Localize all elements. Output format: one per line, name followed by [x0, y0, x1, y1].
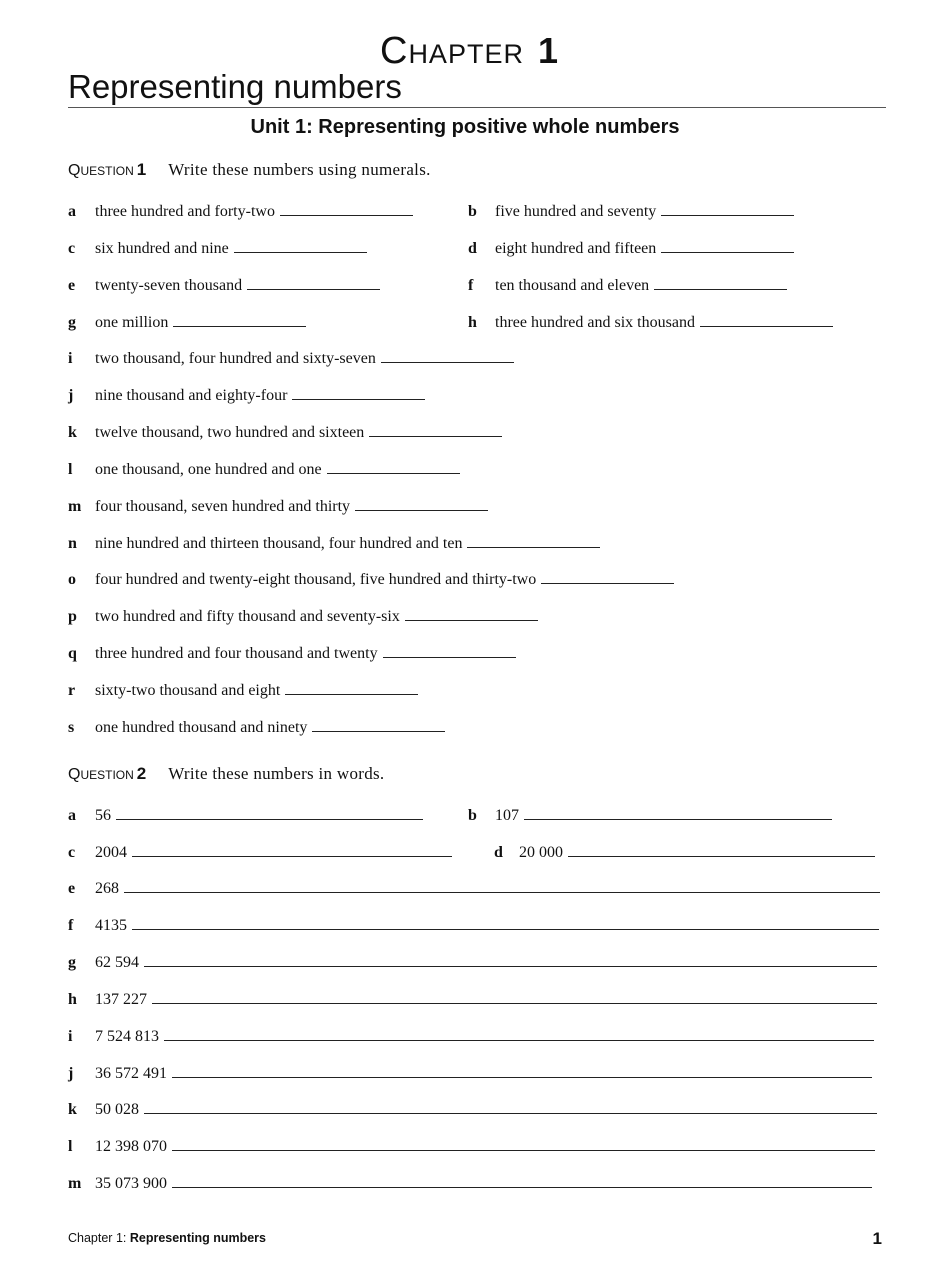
question-1-item-s	[68, 719, 445, 737]
question-2-item-c	[68, 844, 452, 862]
answer-line[interactable]	[172, 1077, 872, 1078]
page-title: Representing numbers	[68, 68, 402, 105]
page-number: 1	[872, 1229, 882, 1248]
answer-line[interactable]	[292, 399, 425, 400]
answer-line[interactable]	[234, 252, 367, 253]
item-label: e	[68, 277, 76, 294]
item-label: j	[68, 1065, 74, 1082]
item-text: five hundred and seventy	[495, 203, 657, 220]
item-text: 35 073 900	[95, 1175, 167, 1192]
question-1-item-k	[68, 424, 502, 442]
answer-line[interactable]	[285, 694, 418, 695]
chapter-word-initial: C	[379, 30, 409, 72]
answer-line[interactable]	[369, 436, 502, 437]
unit-title: Unit 1: Representing positive whole numbers	[250, 116, 680, 138]
answer-line[interactable]	[124, 892, 880, 893]
item-text: 2004	[95, 844, 127, 861]
footer-chapter-title: Representing numbers	[129, 1231, 266, 1245]
title-divider	[68, 107, 886, 108]
item-label: m	[68, 1175, 82, 1192]
item-label: q	[68, 645, 77, 662]
item-label: f	[468, 277, 474, 294]
item-text: one hundred thousand and ninety	[95, 719, 308, 736]
item-text: 12 398 070	[95, 1138, 167, 1155]
item-text: nine hundred and thirteen thousand, four hundred and ten	[95, 535, 463, 552]
item-label: j	[68, 387, 74, 404]
item-label: m	[68, 498, 82, 515]
item-label: a	[68, 203, 76, 220]
answer-line[interactable]	[144, 1113, 877, 1114]
question-2-item-i	[68, 1028, 874, 1046]
answer-line[interactable]	[152, 1003, 877, 1004]
answer-line[interactable]	[405, 620, 538, 621]
question-1-item-o	[68, 571, 674, 589]
item-label: k	[68, 424, 77, 441]
item-label: n	[68, 535, 77, 552]
item-label: h	[468, 314, 477, 331]
answer-line[interactable]	[172, 1187, 872, 1188]
question-1-heading	[68, 160, 431, 180]
item-label: l	[68, 1138, 73, 1155]
item-text: nine thousand and eighty-four	[95, 387, 288, 404]
item-text: four hundred and twenty-eight thousand, five hundred and thirty-two	[95, 571, 537, 588]
item-text: 36 572 491	[95, 1065, 167, 1082]
question-1-item-r	[68, 682, 418, 700]
item-text: eight hundred and fifteen	[495, 240, 657, 257]
question-1-item-l	[68, 461, 460, 479]
answer-line[interactable]	[164, 1040, 874, 1041]
question-2-item-b	[468, 807, 832, 825]
answer-line[interactable]	[280, 215, 413, 216]
item-text: three hundred and forty-two	[95, 203, 275, 220]
question-instruction: Write these numbers in words.	[168, 764, 385, 783]
item-text: three hundred and six thousand	[495, 314, 695, 331]
item-label: p	[68, 608, 77, 625]
question-word-rest: UESTION	[80, 768, 134, 782]
item-label: f	[68, 917, 74, 934]
answer-line[interactable]	[132, 856, 452, 857]
question-1-item-h	[468, 314, 833, 332]
item-text: four thousand, seven hundred and thirty	[95, 498, 351, 515]
question-2-item-a	[68, 807, 423, 825]
question-1-item-g	[68, 314, 306, 332]
answer-line[interactable]	[132, 929, 879, 930]
footer-chapter-reference	[68, 1231, 266, 1245]
answer-line[interactable]	[700, 326, 833, 327]
question-1-item-c	[68, 240, 367, 258]
item-text: twenty-seven thousand	[95, 277, 243, 294]
item-label: h	[68, 991, 77, 1008]
item-text: 56	[95, 807, 111, 824]
answer-line[interactable]	[541, 583, 674, 584]
item-text: 62 594	[95, 954, 139, 971]
question-2-item-k	[68, 1101, 877, 1119]
chapter-word-rest: HAPTER	[408, 39, 524, 69]
item-label: k	[68, 1101, 77, 1118]
item-text: sixty-two thousand and eight	[95, 682, 281, 699]
chapter-number: 1	[537, 30, 558, 71]
answer-line[interactable]	[116, 819, 423, 820]
item-text: six hundred and nine	[95, 240, 229, 257]
item-label: s	[68, 719, 75, 736]
item-label: g	[68, 954, 76, 971]
answer-line[interactable]	[144, 966, 877, 967]
question-1-item-q	[68, 645, 516, 663]
question-1-item-d	[468, 240, 794, 258]
question-1-item-b	[468, 203, 794, 221]
answer-line[interactable]	[524, 819, 832, 820]
question-2-item-l	[68, 1138, 875, 1156]
answer-line[interactable]	[661, 252, 794, 253]
question-instruction: Write these numbers using numerals.	[168, 160, 431, 179]
question-1-item-j	[68, 387, 425, 405]
answer-line[interactable]	[173, 326, 306, 327]
item-label: e	[68, 880, 76, 897]
answer-line[interactable]	[381, 362, 514, 363]
item-text: 268	[95, 880, 119, 897]
item-text: 4135	[95, 917, 127, 934]
item-text: 50 028	[95, 1101, 139, 1118]
question-number: 2	[136, 764, 147, 783]
question-2-item-h	[68, 991, 877, 1009]
answer-line[interactable]	[355, 510, 488, 511]
item-label: o	[68, 571, 76, 588]
question-word-initial: Q	[68, 766, 81, 783]
item-text: twelve thousand, two hundred and sixteen	[95, 424, 365, 441]
question-2-item-g	[68, 954, 877, 972]
question-1-item-p	[68, 608, 538, 626]
question-2-item-m	[68, 1175, 872, 1193]
footer-chapter-label: Chapter 1:	[68, 1231, 130, 1245]
item-label: g	[68, 314, 76, 331]
answer-line[interactable]	[654, 289, 787, 290]
item-label: b	[468, 807, 477, 824]
item-label: c	[68, 844, 76, 861]
item-text: ten thousand and eleven	[495, 277, 650, 294]
answer-line[interactable]	[661, 215, 794, 216]
item-label: d	[468, 240, 477, 257]
item-label: b	[468, 203, 477, 220]
question-1-item-e	[68, 277, 380, 295]
item-label: i	[68, 350, 73, 367]
question-1-item-n	[68, 535, 600, 553]
question-2-item-e	[68, 880, 880, 898]
question-word-initial: Q	[68, 162, 81, 179]
item-text: three hundred and four thousand and twenty	[95, 645, 378, 662]
item-label: d	[494, 844, 503, 861]
answer-line[interactable]	[172, 1150, 875, 1151]
question-1-item-a	[68, 203, 413, 221]
item-text: two thousand, four hundred and sixty-seven	[95, 350, 376, 367]
item-label: l	[68, 461, 73, 478]
item-text: 107	[495, 807, 519, 824]
answer-line[interactable]	[312, 731, 445, 732]
answer-line[interactable]	[327, 473, 460, 474]
item-text: one thousand, one hundred and one	[95, 461, 322, 478]
question-2-item-d	[494, 844, 875, 862]
answer-line[interactable]	[383, 657, 516, 658]
item-label: i	[68, 1028, 73, 1045]
item-text: 7 524 813	[95, 1028, 159, 1045]
answer-line[interactable]	[568, 856, 875, 857]
question-2-heading	[68, 764, 385, 784]
item-label: a	[68, 807, 76, 824]
answer-line[interactable]	[467, 547, 600, 548]
question-word-rest: UESTION	[80, 164, 134, 178]
item-text: two hundred and fifty thousand and seventy-six	[95, 608, 400, 625]
item-label: c	[68, 240, 76, 257]
question-1-item-m	[68, 498, 488, 516]
question-2-item-f	[68, 917, 879, 935]
question-2-item-j	[68, 1065, 872, 1083]
item-text: 137 227	[95, 991, 147, 1008]
question-1-item-i	[68, 350, 514, 368]
chapter-heading	[380, 30, 558, 73]
item-text: 20 000	[519, 844, 563, 861]
question-number: 1	[136, 160, 147, 179]
question-1-item-f	[468, 277, 787, 295]
item-label: r	[68, 682, 76, 699]
item-text: one million	[95, 314, 169, 331]
answer-line[interactable]	[247, 289, 380, 290]
